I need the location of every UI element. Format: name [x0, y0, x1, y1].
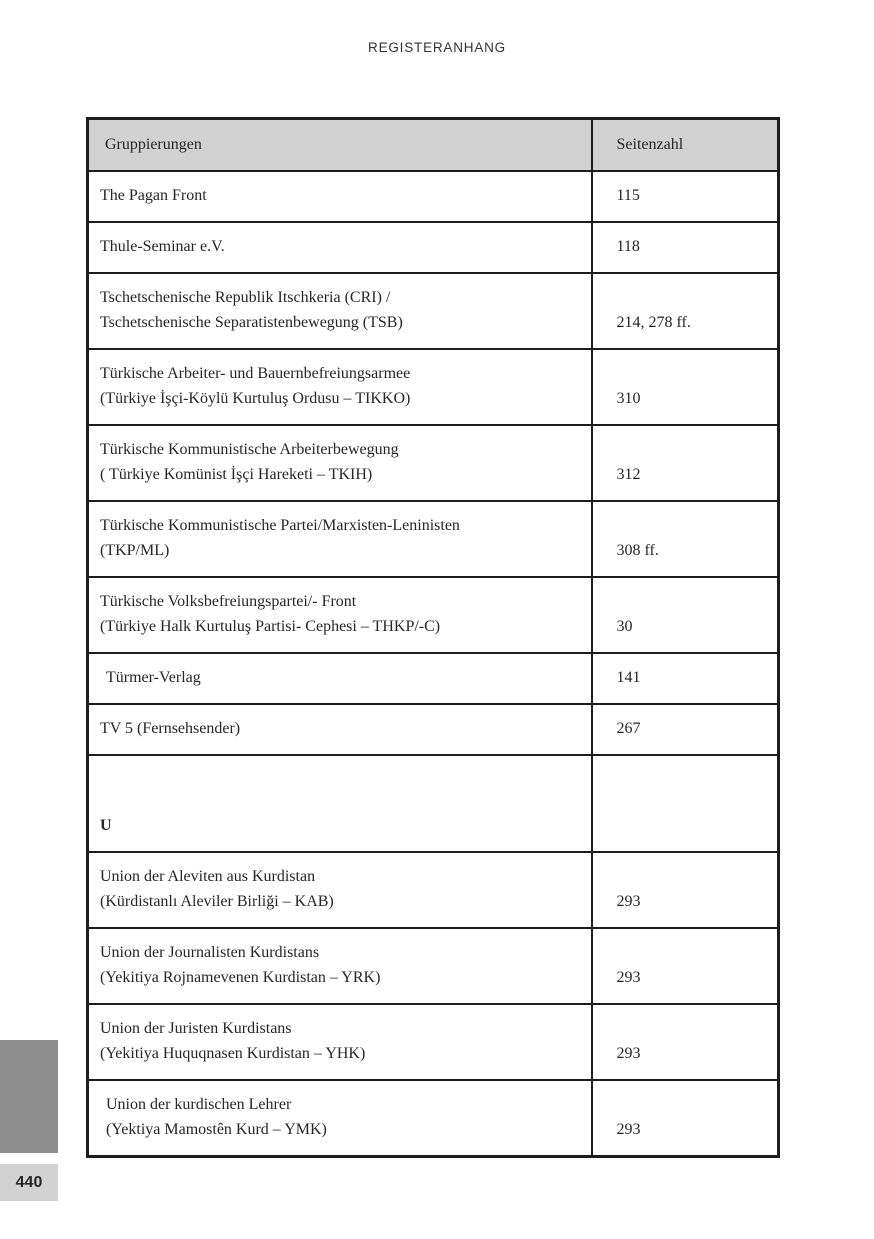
- group-name-cell: Thule-Seminar e.V.: [88, 222, 592, 273]
- page-number-cell: 312: [592, 425, 779, 501]
- page-number-cell: 214, 278 ff.: [592, 273, 779, 349]
- table-row: [88, 425, 779, 501]
- page-number-cell: 293: [592, 1004, 779, 1080]
- table-row: [88, 653, 779, 704]
- group-name-cell: Türkische Kommunistische Partei/Marxisten-Leninisten (TKP/ML): [88, 501, 592, 577]
- table-row: [88, 273, 779, 349]
- table-row: [88, 755, 779, 852]
- column-header-gruppierungen: Gruppierungen: [88, 119, 592, 172]
- table-header: [88, 119, 779, 172]
- group-name-cell: Türmer-Verlag: [88, 653, 592, 704]
- table-row: [88, 1004, 779, 1080]
- table-row: [88, 501, 779, 577]
- group-name-cell: U: [88, 755, 592, 852]
- table-row: [88, 852, 779, 928]
- group-name-cell: TV 5 (Fernsehsender): [88, 704, 592, 755]
- page-number-badge: [0, 1164, 58, 1201]
- page-number-cell: [592, 755, 779, 852]
- page-number-cell: 308 ff.: [592, 501, 779, 577]
- column-header-seitenzahl: Seitenzahl: [592, 119, 779, 172]
- group-name-cell: Türkische Volksbefreiungspartei/- Front (Türkiye Halk Kurtuluş Partisi- Cephesi – THKP/-C): [88, 577, 592, 653]
- table-row: [88, 222, 779, 273]
- group-name-cell: Union der Aleviten aus Kurdistan (Kürdistanlı Aleviler Birliği – KAB): [88, 852, 592, 928]
- page-number-cell: 115: [592, 171, 779, 222]
- group-name-cell: Union der Journalisten Kurdistans (Yekitiya Rojnamevenen Kurdistan – YRK): [88, 928, 592, 1004]
- table-row: [88, 577, 779, 653]
- group-name-cell: Union der kurdischen Lehrer (Yektiya Mamostên Kurd – YMK): [88, 1080, 592, 1157]
- running-header: REGISTERANHANG: [368, 40, 506, 55]
- table-row: [88, 1080, 779, 1157]
- group-name-cell: The Pagan Front: [88, 171, 592, 222]
- group-name-cell: Türkische Kommunistische Arbeiterbewegung ( Türkiye Komünist İşçi Hareketi – TKIH): [88, 425, 592, 501]
- group-name-cell: Tschetschenische Republik Itschkeria (CRI) / Tschetschenische Separatistenbewegung (TSB): [88, 273, 592, 349]
- page-number-cell: 141: [592, 653, 779, 704]
- page-number-cell: 30: [592, 577, 779, 653]
- group-name-cell: Türkische Arbeiter- und Bauernbefreiungsarmee (Türkiye İşçi-Köylü Kurtuluş Ordusu – TIKKO): [88, 349, 592, 425]
- table-row: [88, 349, 779, 425]
- page-number-cell: 310: [592, 349, 779, 425]
- table-body: [88, 171, 779, 1157]
- page-number-cell: 267: [592, 704, 779, 755]
- page-number-cell: 293: [592, 852, 779, 928]
- table-row: [88, 171, 779, 222]
- table-header-row: [88, 119, 779, 172]
- chapter-thumb-tab: [0, 1040, 58, 1153]
- group-name-cell: Union der Juristen Kurdistans (Yekitiya Huquqnasen Kurdistan – YHK): [88, 1004, 592, 1080]
- register-table: [86, 117, 780, 1158]
- table-row: [88, 704, 779, 755]
- page-number-cell: 293: [592, 1080, 779, 1157]
- page-number-label: 440: [15, 1173, 43, 1191]
- page-number-cell: 118: [592, 222, 779, 273]
- table-row: [88, 928, 779, 1004]
- page-number-cell: 293: [592, 928, 779, 1004]
